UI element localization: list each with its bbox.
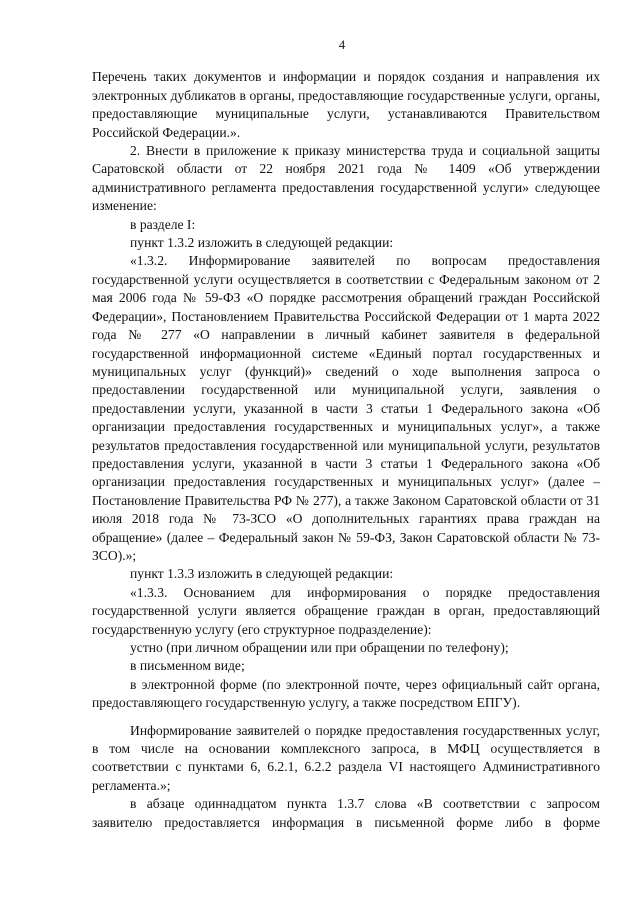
paragraph: Информирование заявителей о порядке предоставления государственных услуг, в том числе на основании комплексного запроса, в МФЦ осуществляется в соответствии с пунктами 6, 6.2.1, 6.2.2 раздела VI настоящего Административного регламента.»; xyxy=(92,722,600,793)
paragraph: в абзаце одиннадцатом пункта 1.3.7 слова «В соответствии с запросом заявителю предоставляется информация в письменной форме либо в форме xyxy=(92,796,600,830)
paragraph: в письменном виде; xyxy=(130,658,245,674)
paragraph: Перечень таких документов и информации и порядок создания и направления их электронных дубликатов в органы, предоставляющие государственные услуги, органы, предоставляющие муниципальные услуги, устанавливаются Правительством Российской Федерации.». xyxy=(92,69,600,140)
paragraph: в разделе I: xyxy=(130,216,196,232)
paragraph: «1.3.3. Основанием для информирования о порядке предоставления государственной услуги является обращение граждан в орган, предоставляющий государственную услугу (его структурное подразделение): xyxy=(92,584,600,637)
paragraph: 2. Внести в приложение к приказу министерства труда и социальной защиты Саратовской области от 22 ноября 2021 года № 1409 «Об утверждении административного регламента предоставления государственной услуги» следующее изменение: xyxy=(92,143,600,214)
paragraph: в электронной форме (по электронной почте, через официальный сайт органа, предоставляющего государственную услугу, а также посредством ЕПГУ). xyxy=(92,676,600,711)
paragraph: «1.3.2. Информирование заявителей по вопросам предоставления государственной услуги осуществляется в соответствии с Федеральным законом от 2 мая 2006 года № 59-ФЗ «О порядке рассмотрения обращений граждан Российской Федерации», Постановлением Правительства Российской Федерации от 1 марта 2022 года № 277 «О направлении в личный кабинет заявителя в федеральной государственной информационной системе «Единый портал государственных и муниципальных услуг (функций)» сведений о ходе выполнения запроса о предоставлении государственной или муниципальной услуги, заявления о предоставлении услуги, указанной в части 3 статьи 1 Федерального закона «Об организации предоставления государственных и муниципальных услуг», а также результатов предоставления государственной или муниципальной услуги, результатов предоставления услуги, указанной в части 3 статьи 1 Федерального закона «Об организации предоставления государственных и муниципальных услуг» (далее – Постановление Правительства РФ № 277), а также Законом Саратовской области от 31 июля 2018 года № 73-ЗСО «О дополнительных гарантиях права граждан на обращение» (далее – Федеральный закон № 59-ФЗ, Закон Саратовской области № 73-ЗСО).»; xyxy=(92,253,600,563)
paragraph: устно (при личном обращении или при обращении по телефону); xyxy=(130,640,509,655)
paragraph: пункт 1.3.3 изложить в следующей редакции: xyxy=(130,566,394,582)
page-number: 4 xyxy=(338,38,346,52)
document-body xyxy=(92,68,600,832)
paragraph: пункт 1.3.2 изложить в следующей редакции: xyxy=(130,235,394,251)
